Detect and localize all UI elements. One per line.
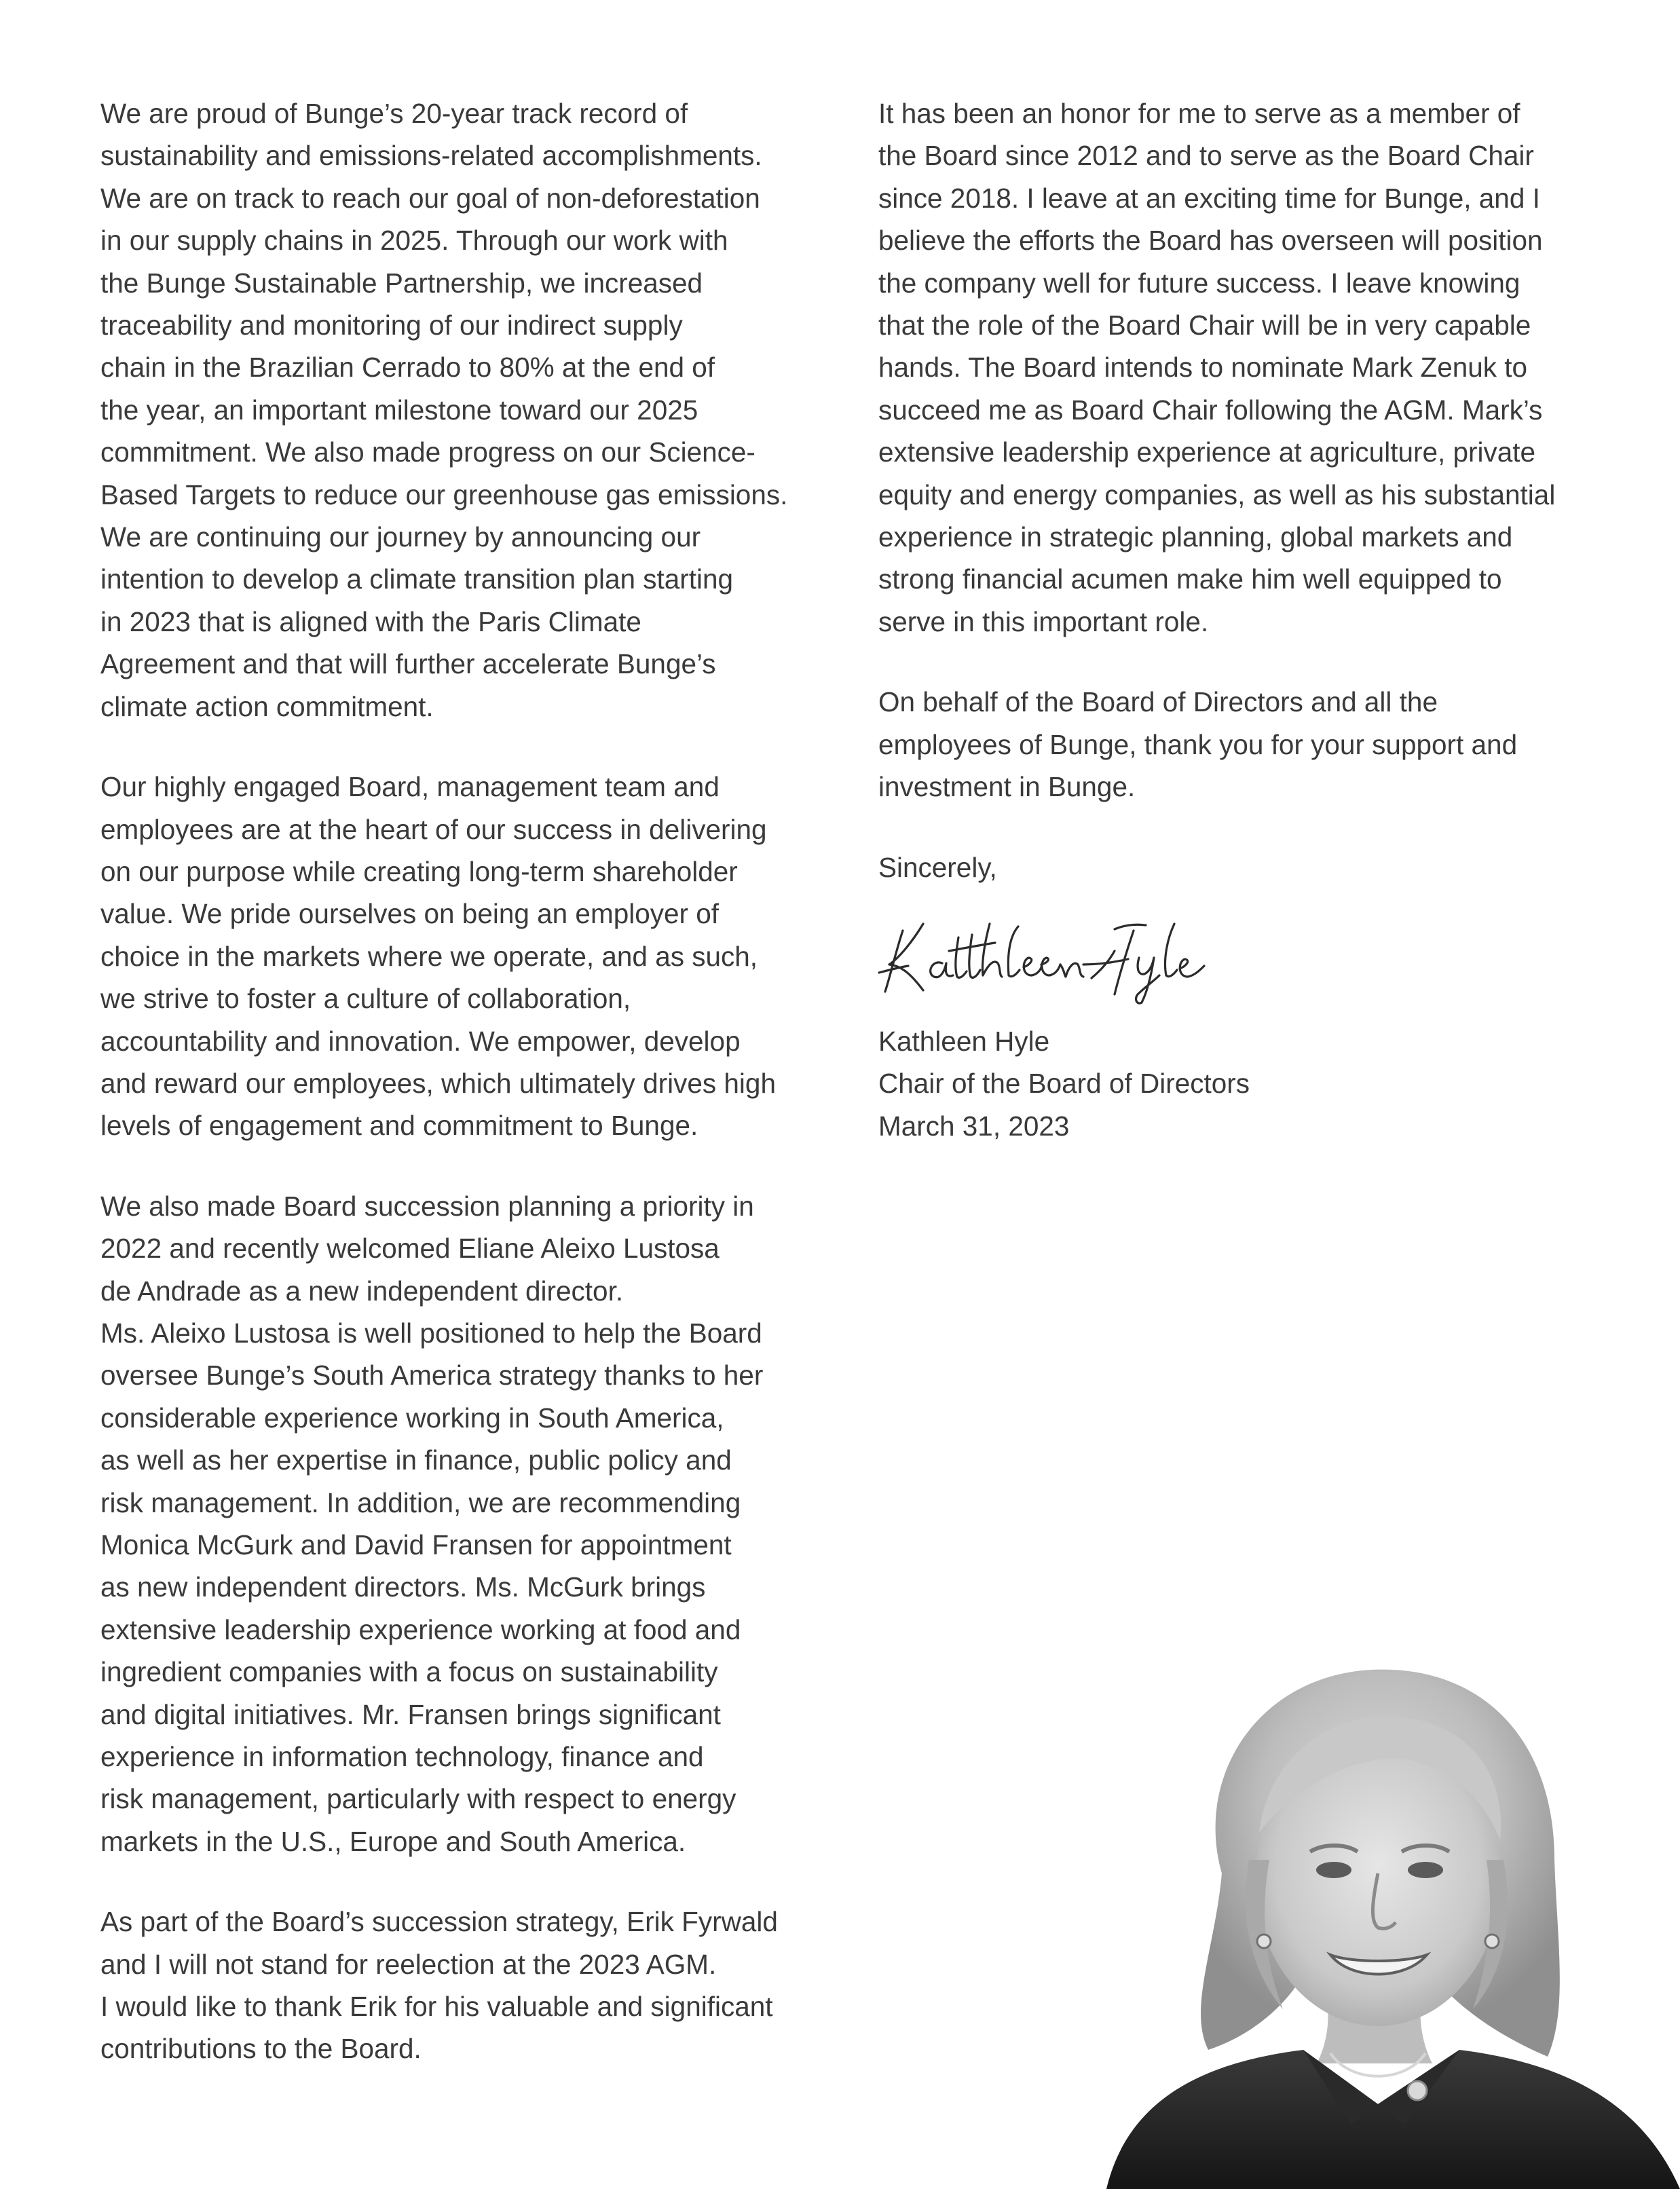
letter-paragraph-4 — [100, 1901, 806, 2070]
letter-paragraph-6 — [878, 681, 1584, 808]
text-line: since 2018. I leave at an exciting time for Bunge, and I — [878, 182, 1540, 214]
closing: Sincerely, — [878, 851, 997, 883]
left-column — [100, 92, 806, 2108]
text-line: investment in Bunge. — [878, 771, 1136, 803]
portrait-photo — [1079, 1656, 1680, 2189]
text-line: choice in the markets where we operate, and as such, — [100, 940, 758, 972]
text-line: On behalf of the Board of Directors and all the — [878, 686, 1438, 718]
text-line: traceability and monitoring of our indirect supply — [100, 310, 683, 341]
text-line: in our supply chains in 2025. Through our work with — [100, 225, 728, 257]
text-line: levels of engagement and commitment to Bunge. — [100, 1110, 698, 1142]
text-line: contributions to the Board. — [100, 2033, 422, 2065]
signer-date: March 31, 2023 — [878, 1110, 1070, 1142]
text-line: and I will not stand for reelection at the 2023 AGM. — [100, 1948, 717, 1980]
text-line: we strive to foster a culture of collaboration, — [100, 983, 631, 1015]
text-line: the Board since 2012 and to serve as the Board Chair — [878, 140, 1534, 172]
text-line: the Bunge Sustainable Partnership, we increased — [100, 267, 703, 299]
text-line: risk management. In addition, we are recommending — [100, 1486, 741, 1518]
text-line: Agreement and that will further accelerate Bunge’s — [100, 648, 716, 680]
text-line: considerable experience working in South America, — [100, 1402, 724, 1434]
text-line: believe the efforts the Board has overseen will position — [878, 225, 1543, 257]
text-line: sustainability and emissions-related accomplishments. — [100, 140, 762, 172]
text-line: 2022 and recently welcomed Eliane Aleixo Lustosa — [100, 1233, 720, 1265]
text-line: intention to develop a climate transition plan starting — [100, 563, 734, 595]
text-line: employees are at the heart of our success in delivering — [100, 813, 767, 845]
signer-title: Chair of the Board of Directors — [878, 1068, 1250, 1100]
text-line: We are continuing our journey by announcing our — [100, 521, 701, 553]
text-line: as well as her expertise in finance, public policy and — [100, 1444, 732, 1476]
text-line: markets in the U.S., Europe and South America. — [100, 1825, 686, 1857]
text-line: Monica McGurk and David Fransen for appointment — [100, 1529, 732, 1560]
text-line: on our purpose while creating long-term shareholder — [100, 855, 738, 887]
letter-paragraph-1 — [100, 92, 806, 728]
text-line: I would like to thank Erik for his valuable and significant — [100, 1991, 773, 2023]
text-line: risk management, particularly with respect to energy — [100, 1783, 736, 1815]
signer-block — [878, 1020, 1584, 1147]
text-line: chain in the Brazilian Cerrado to 80% at the end of — [100, 352, 715, 383]
text-line: Our highly engaged Board, management team and — [100, 771, 720, 803]
text-line: the company well for future success. I leave knowing — [878, 267, 1520, 299]
signer-name: Kathleen Hyle — [878, 1025, 1050, 1057]
text-line: experience in information technology, finance and — [100, 1741, 704, 1773]
right-column — [878, 92, 1584, 1147]
text-line: ingredient companies with a focus on sustainability — [100, 1656, 718, 1688]
text-line: We are on track to reach our goal of non-deforestation — [100, 182, 760, 214]
text-line: Ms. Aleixo Lustosa is well positioned to help the Board — [100, 1317, 762, 1349]
text-line: accountability and innovation. We empower, develop — [100, 1025, 741, 1057]
text-line: We are proud of Bunge’s 20-year track record of — [100, 98, 688, 129]
text-line: serve in this important role. — [878, 605, 1209, 637]
text-line: It has been an honor for me to serve as a member of — [878, 98, 1520, 129]
text-line: in 2023 that is aligned with the Paris Climate — [100, 605, 641, 637]
text-line: strong financial acumen make him well equipped to — [878, 563, 1502, 595]
text-line: hands. The Board intends to nominate Mark Zenuk to — [878, 352, 1528, 383]
text-line: climate action commitment. — [100, 690, 434, 722]
text-line: and digital initiatives. Mr. Fransen brings significant — [100, 1698, 721, 1730]
text-line: oversee Bunge’s South America strategy thanks to her — [100, 1360, 764, 1391]
text-line: succeed me as Board Chair following the AGM. Mark’s — [878, 394, 1543, 426]
letter-paragraph-2 — [100, 766, 806, 1147]
text-line: employees of Bunge, thank you for your support and — [878, 728, 1518, 760]
text-line: value. We pride ourselves on being an employer of — [100, 898, 720, 930]
text-line: extensive leadership experience working at food and — [100, 1613, 741, 1645]
letter-paragraph-3 — [100, 1185, 806, 1863]
text-line: de Andrade as a new independent director. — [100, 1275, 624, 1307]
text-line: and reward our employees, which ultimately drives high — [100, 1067, 776, 1099]
letter-paragraph-5 — [878, 92, 1584, 643]
text-line: that the role of the Board Chair will be in very capable — [878, 310, 1531, 341]
text-line: the year, an important milestone toward our 2025 — [100, 394, 698, 426]
text-line: We also made Board succession planning a priority in — [100, 1190, 754, 1222]
text-line: commitment. We also made progress on our Science- — [100, 436, 755, 468]
signature — [876, 910, 1208, 1005]
text-line: As part of the Board’s succession strategy, Erik Fyrwald — [100, 1906, 778, 1938]
text-line: Based Targets to reduce our greenhouse gas emissions. — [100, 479, 788, 510]
text-line: as new independent directors. Ms. McGurk brings — [100, 1571, 706, 1603]
text-line: experience in strategic planning, global markets and — [878, 521, 1513, 553]
text-line: extensive leadership experience at agriculture, private — [878, 436, 1536, 468]
text-line: equity and energy companies, as well as his substantial — [878, 479, 1556, 510]
